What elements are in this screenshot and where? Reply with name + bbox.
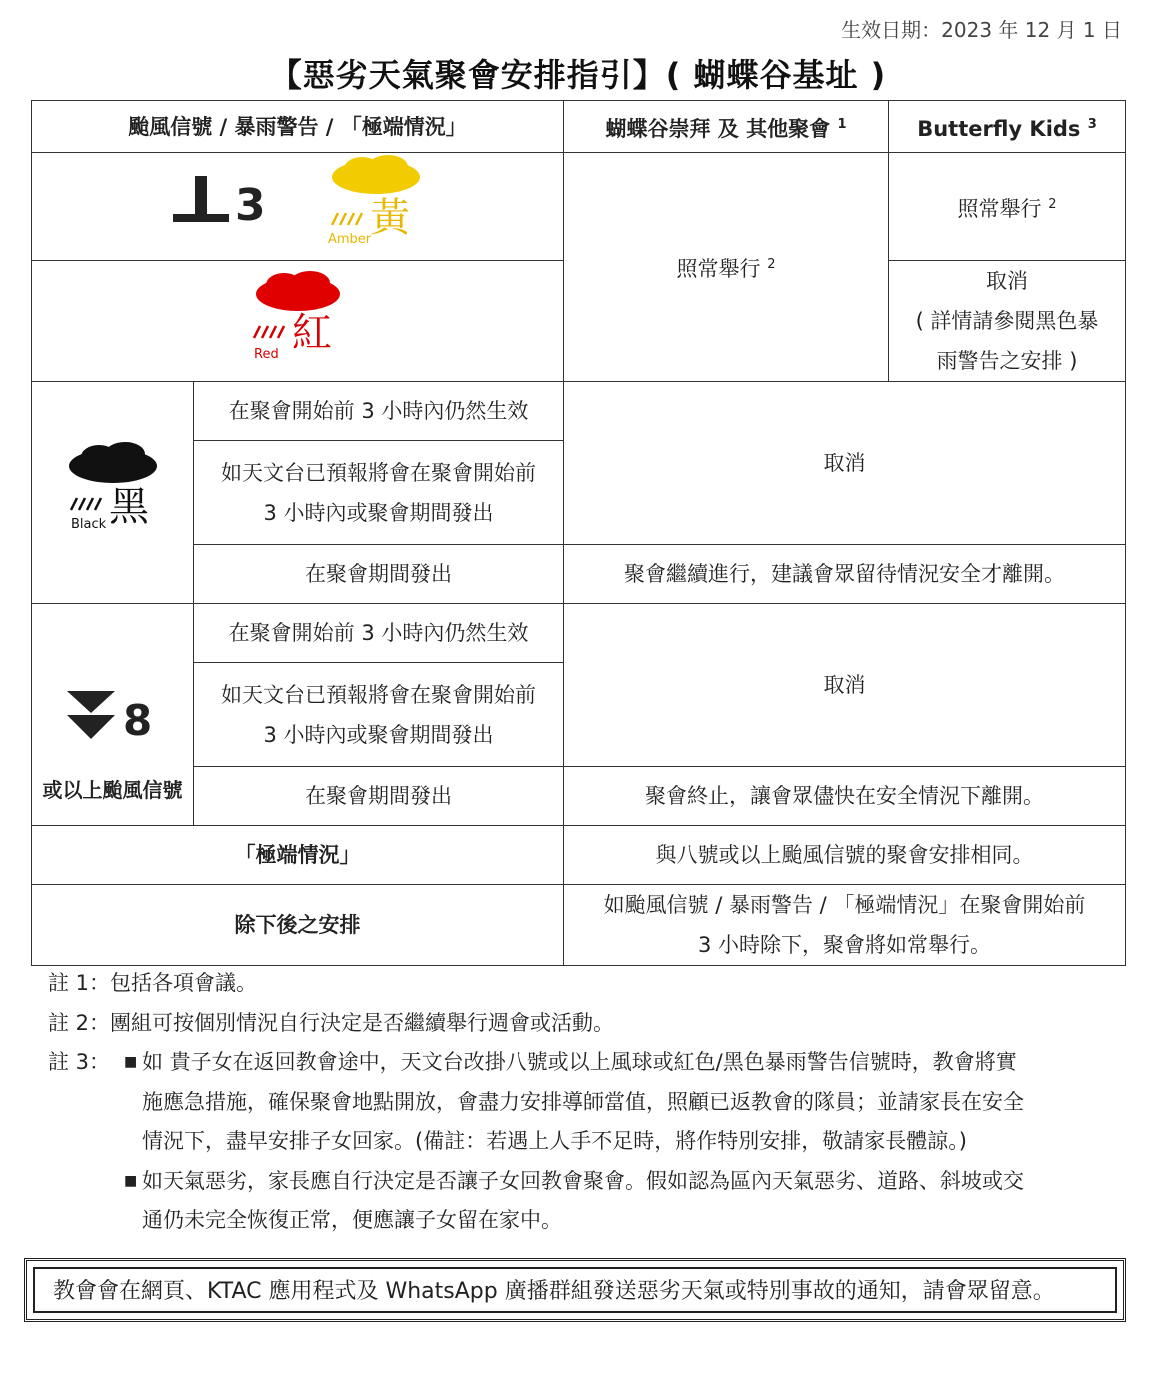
notes-section — [48, 964, 1118, 1241]
bullet-icon: ■ — [124, 1054, 138, 1070]
svg-text:紅: 紅 — [291, 309, 332, 356]
svg-text:Black: Black — [70, 517, 106, 532]
t8-label: 或以上颱風信號 — [42, 778, 183, 802]
t8-cancel-cell: 取消 — [564, 604, 1126, 767]
lifted-result: 如颱風信號 / 暴雨警告 / 「極端情況」在聚會開始前 3 小時除下，聚會將如常舉行。 — [564, 885, 1126, 966]
header-kids: Butterfly Kids $^3$ — [889, 101, 1126, 153]
note-2: 註 2：團組可按個別情況自行決定是否繼續舉行週會或活動。 — [48, 1010, 615, 1035]
svg-text:Red: Red — [253, 346, 279, 360]
extreme-result: 與八號或以上颱風信號的聚會安排相同。 — [564, 826, 1126, 885]
signal-cell-t3-amber — [32, 153, 564, 261]
table-row — [32, 767, 1126, 826]
note-3 — [48, 1043, 1118, 1241]
notice-banner — [24, 1258, 1126, 1322]
t8-during: 在聚會期間發出 — [194, 767, 564, 826]
black-within-3h: 在聚會開始前 3 小時內仍然生效 — [194, 382, 564, 441]
note-3-label: 註 3： — [48, 1050, 111, 1074]
t8-forecast: 如天文台已預報將會在聚會開始前 3 小時內或聚會期間發出 — [194, 663, 564, 767]
kids-amber-cell: 照常舉行 $^2$ — [889, 153, 1126, 261]
table-row — [32, 545, 1126, 604]
black-during: 在聚會期間發出 — [194, 545, 564, 604]
black-rainstorm-icon — [63, 440, 163, 545]
lifted-label: 除下後之安排 — [32, 885, 564, 966]
typhoon-signal-8-icon — [63, 687, 163, 758]
amber-rainstorm-icon — [326, 155, 426, 258]
black-during-result: 聚會繼續進行，建議會眾留待情況安全才離開。 — [564, 545, 1126, 604]
kids-red-cell: 取消 ( 詳情請參閱黑色暴 雨警告之安排 ) — [889, 261, 1126, 382]
notice-text: 教會會在網頁、KTAC 應用程式及 WhatsApp 廣播群組發送惡劣天氣或特別事故的通知，請會眾留意。 — [33, 1267, 1117, 1313]
table-row — [32, 604, 1126, 663]
header-signal: 颱風信號 / 暴雨警告 / 「極端情況」 — [32, 101, 564, 153]
table-row — [32, 826, 1126, 885]
note-3-bullet-1: 註 3： ■ 如 貴子女在返回教會途中，天文台改掛八號或以上風球或紅色/黑色暴雨警告信號時，教會將實 施應急措施，確保聚會地點開放，會盡力安排導師當值，照顧已返教會的隊員；並請家長在安全 情況下，盡早安排子女回家。(備註：若遇上人手不足時，將作特別安排，敬請家長體諒。) — [48, 1043, 1118, 1162]
arrangement-table — [31, 100, 1126, 966]
t8-during-result: 聚會終止，讓會眾儘快在安全情況下離開。 — [564, 767, 1126, 826]
t8-within-3h: 在聚會開始前 3 小時內仍然生效 — [194, 604, 564, 663]
svg-text:3: 3 — [234, 180, 266, 230]
table-row — [32, 382, 1126, 441]
table-row — [32, 885, 1126, 966]
black-cancel-cell: 取消 — [564, 382, 1126, 545]
signal-cell-black — [32, 382, 194, 604]
signal-cell-t8 — [32, 604, 194, 826]
effective-date: 生效日期：2023 年 12 月 1 日 — [841, 18, 1122, 42]
black-forecast: 如天文台已預報將會在聚會開始前 3 小時內或聚會期間發出 — [194, 441, 564, 545]
signal-cell-red — [32, 261, 564, 382]
note-1: 註 1：包括各項會議。 — [48, 971, 258, 995]
bullet-icon: ■ — [124, 1172, 138, 1189]
table-header-row — [32, 101, 1126, 153]
page-title: 【惡劣天氣聚會安排指引】( 蝴蝶谷基址 ) — [269, 56, 887, 94]
extreme-label: 「極端情況」 — [32, 826, 564, 885]
table-row — [32, 153, 1126, 261]
svg-text:Amber: Amber — [328, 232, 372, 245]
svg-text:8: 8 — [122, 696, 152, 745]
svg-text:黃: 黃 — [370, 195, 411, 241]
svg-text:黑: 黑 — [108, 484, 149, 530]
header-worship: 蝴蝶谷崇拜 及 其他聚會 $^1$ — [564, 101, 889, 153]
typhoon-signal-3-icon — [169, 170, 279, 243]
red-rainstorm-icon — [248, 270, 348, 373]
note-3-bullet-2: ■ 如天氣惡劣，家長應自行決定是否讓子女回教會聚會。假如認為區內天氣惡劣、道路、斜坡或交 通仍未完全恢復正常，便應讓子女留在家中。 — [48, 1162, 1118, 1241]
worship-normal-cell: 照常舉行 $^2$ — [564, 153, 889, 382]
